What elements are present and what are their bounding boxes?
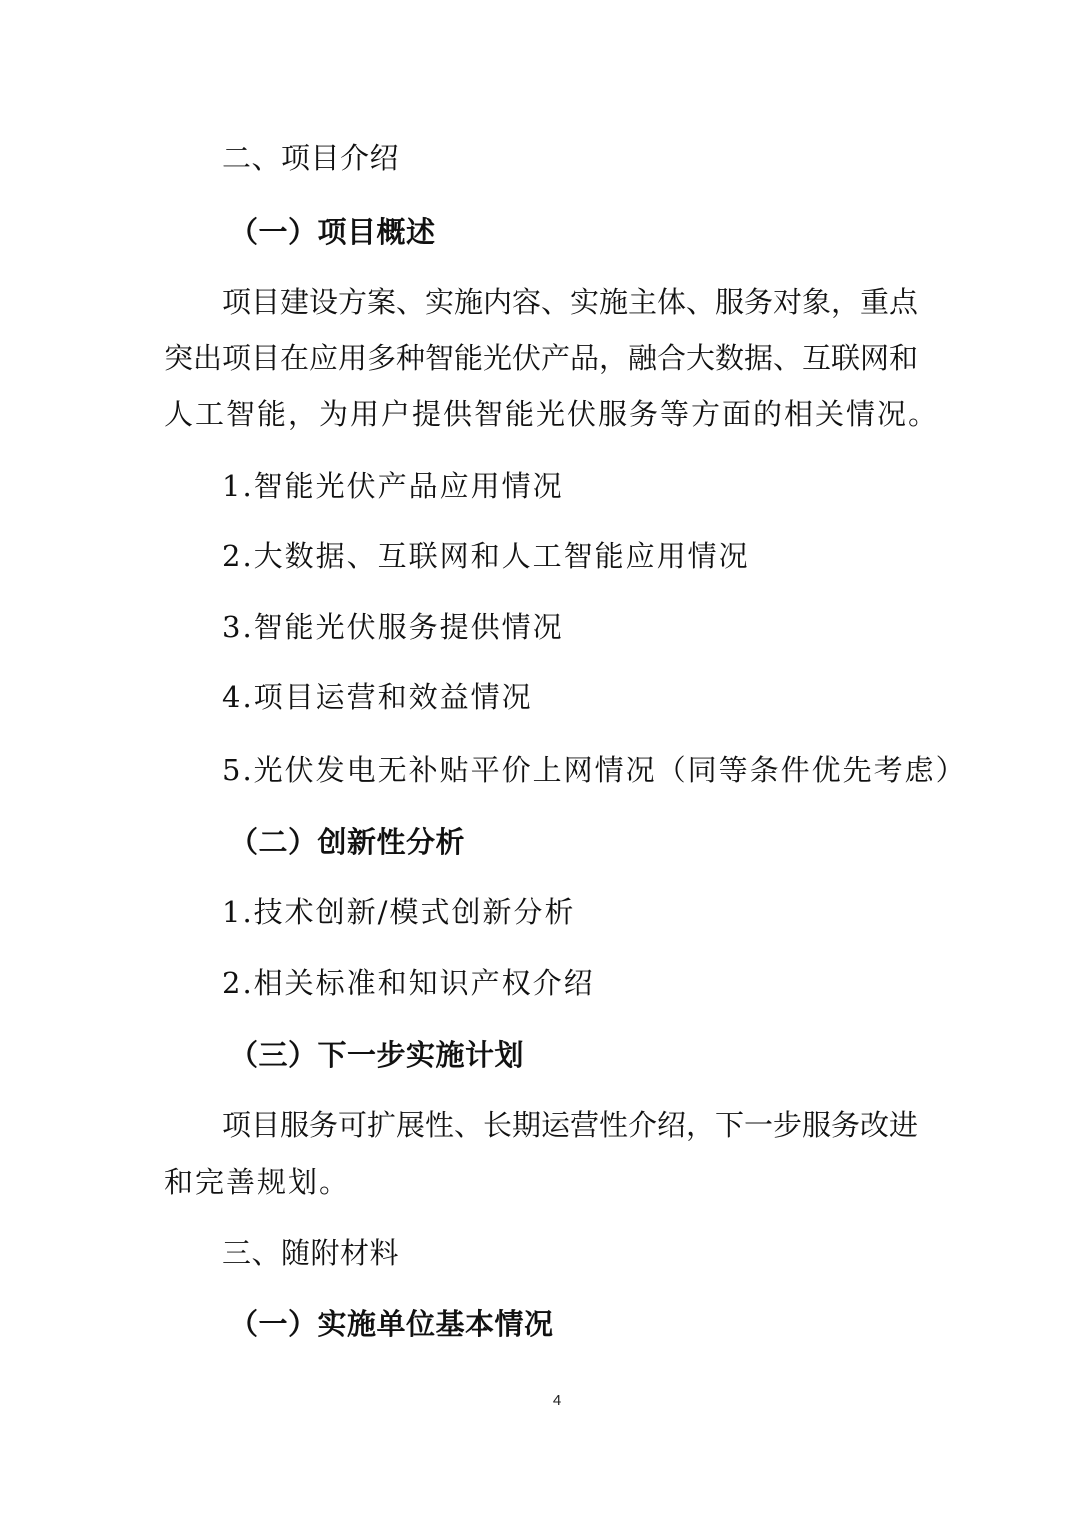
overview-paragraph-line-2: 突出项目在应用多种智能光伏产品，融合大数据、互联网和 xyxy=(164,341,919,375)
innovation-item-2: 2.相关标准和知识产权介绍 xyxy=(222,966,595,1000)
plan-paragraph-line-1: 项目服务可扩展性、长期运营性介绍，下一步服务改进 xyxy=(222,1108,919,1142)
section-three-heading: 三、随附材料 xyxy=(222,1236,400,1270)
overview-item-2: 2.大数据、互联网和人工智能应用情况 xyxy=(222,539,750,573)
innovation-heading: （二）创新性分析 xyxy=(229,825,466,859)
overview-paragraph-line-3: 人工智能，为用户提供智能光伏服务等方面的相关情况。 xyxy=(164,397,940,431)
overview-item-5: 5.光伏发电无补贴平价上网情况（同等条件优先考虑） xyxy=(222,753,967,787)
innovation-item-1: 1.技术创新/模式创新分析 xyxy=(222,895,576,929)
overview-heading: （一）项目概述 xyxy=(229,215,436,249)
overview-item-3: 3.智能光伏服务提供情况 xyxy=(222,610,564,644)
unit-heading: （一）实施单位基本情况 xyxy=(229,1307,554,1341)
plan-heading: （三）下一步实施计划 xyxy=(229,1038,525,1072)
page-number: 4 xyxy=(552,1392,562,1409)
overview-paragraph-line-1: 项目建设方案、实施内容、实施主体、服务对象，重点 xyxy=(222,285,919,319)
overview-item-4: 4.项目运营和效益情况 xyxy=(222,680,533,714)
overview-item-1: 1.智能光伏产品应用情况 xyxy=(222,469,564,503)
plan-paragraph-line-2: 和完善规划。 xyxy=(164,1165,351,1199)
section-two-heading: 二、项目介绍 xyxy=(222,141,400,175)
